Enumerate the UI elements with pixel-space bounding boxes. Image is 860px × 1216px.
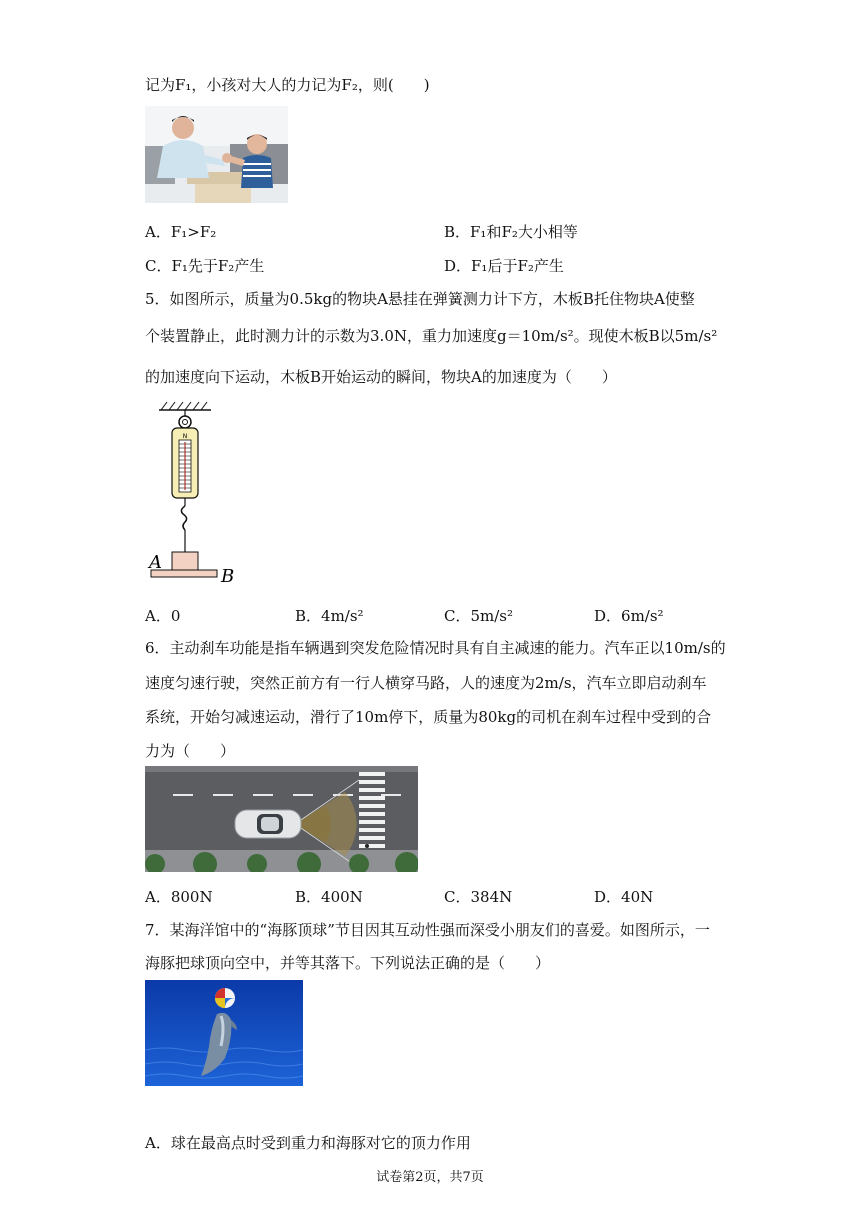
q6-option-c: C．384N [444, 888, 513, 906]
q6-stem-line2: 速度匀速行驶，突然正前方有一行人横穿马路，人的速度为2m/s，汽车立即启动刹车 [145, 674, 707, 692]
q5-option-b: B．4m/s² [295, 607, 364, 625]
q6-stem-line4: 力为（ ） [145, 742, 236, 760]
q7-stem-line2: 海豚把球顶向空中，并等其落下。下列说法正确的是（ ） [145, 954, 551, 972]
q7-stem-line1: 7．某海洋馆中的“海豚顶球”节目因其互动性强而深受小朋友们的喜爱。如图所示，一 [145, 921, 710, 939]
arm-wrestling-photo [145, 106, 288, 203]
board-b-label: B [221, 566, 235, 586]
q5-stem-line1: 5．如图所示，质量为0.5kg的物块A悬挂在弹簧测力计下方，木板B托住物块A使整 [145, 290, 695, 308]
q5-option-a: A．0 [145, 607, 181, 625]
q4-stem-tail: 记为F₁，小孩对大人的力记为F₂，则( ) [145, 76, 430, 94]
spring-scale-figure [145, 400, 245, 586]
page-footer: 试卷第2页，共7页 [376, 1170, 484, 1185]
car-braking-figure [145, 766, 418, 872]
scale-unit-label: N [182, 433, 188, 440]
q4-option-b: B．F₁和F₂大小相等 [444, 223, 578, 241]
q5-stem-line3: 的加速度向下运动，木板B开始运动的瞬间，物块A的加速度为（ ） [145, 368, 617, 386]
q6-option-a: A．800N [145, 888, 213, 906]
q5-option-c: C．5m/s² [444, 607, 514, 625]
dolphin-ball-photo [145, 980, 303, 1086]
q6-option-b: B．400N [295, 888, 363, 906]
q4-option-a: A．F₁>F₂ [145, 223, 217, 241]
q4-option-c: C．F₁先于F₂产生 [145, 257, 265, 275]
q6-option-d: D．40N [594, 888, 654, 906]
q6-stem-line3: 系统，开始匀减速运动，滑行了10m停下，质量为80kg的司机在刹车过程中受到的合 [145, 708, 712, 726]
q5-option-d: D．6m/s² [594, 607, 664, 625]
q7-option-a: A．球在最高点时受到重力和海豚对它的顶力作用 [145, 1134, 471, 1152]
q6-stem-line1: 6．主动刹车功能是指车辆遇到突发危险情况时具有自主减速的能力。汽车正以10m/s的 [145, 639, 726, 657]
block-a-label: A [149, 552, 162, 573]
q4-option-d: D．F₁后于F₂产生 [444, 257, 564, 275]
q5-stem-line2: 个装置静止，此时测力计的示数为3.0N，重力加速度g＝10m/s²。现使木板B以5m/s² [145, 327, 718, 345]
